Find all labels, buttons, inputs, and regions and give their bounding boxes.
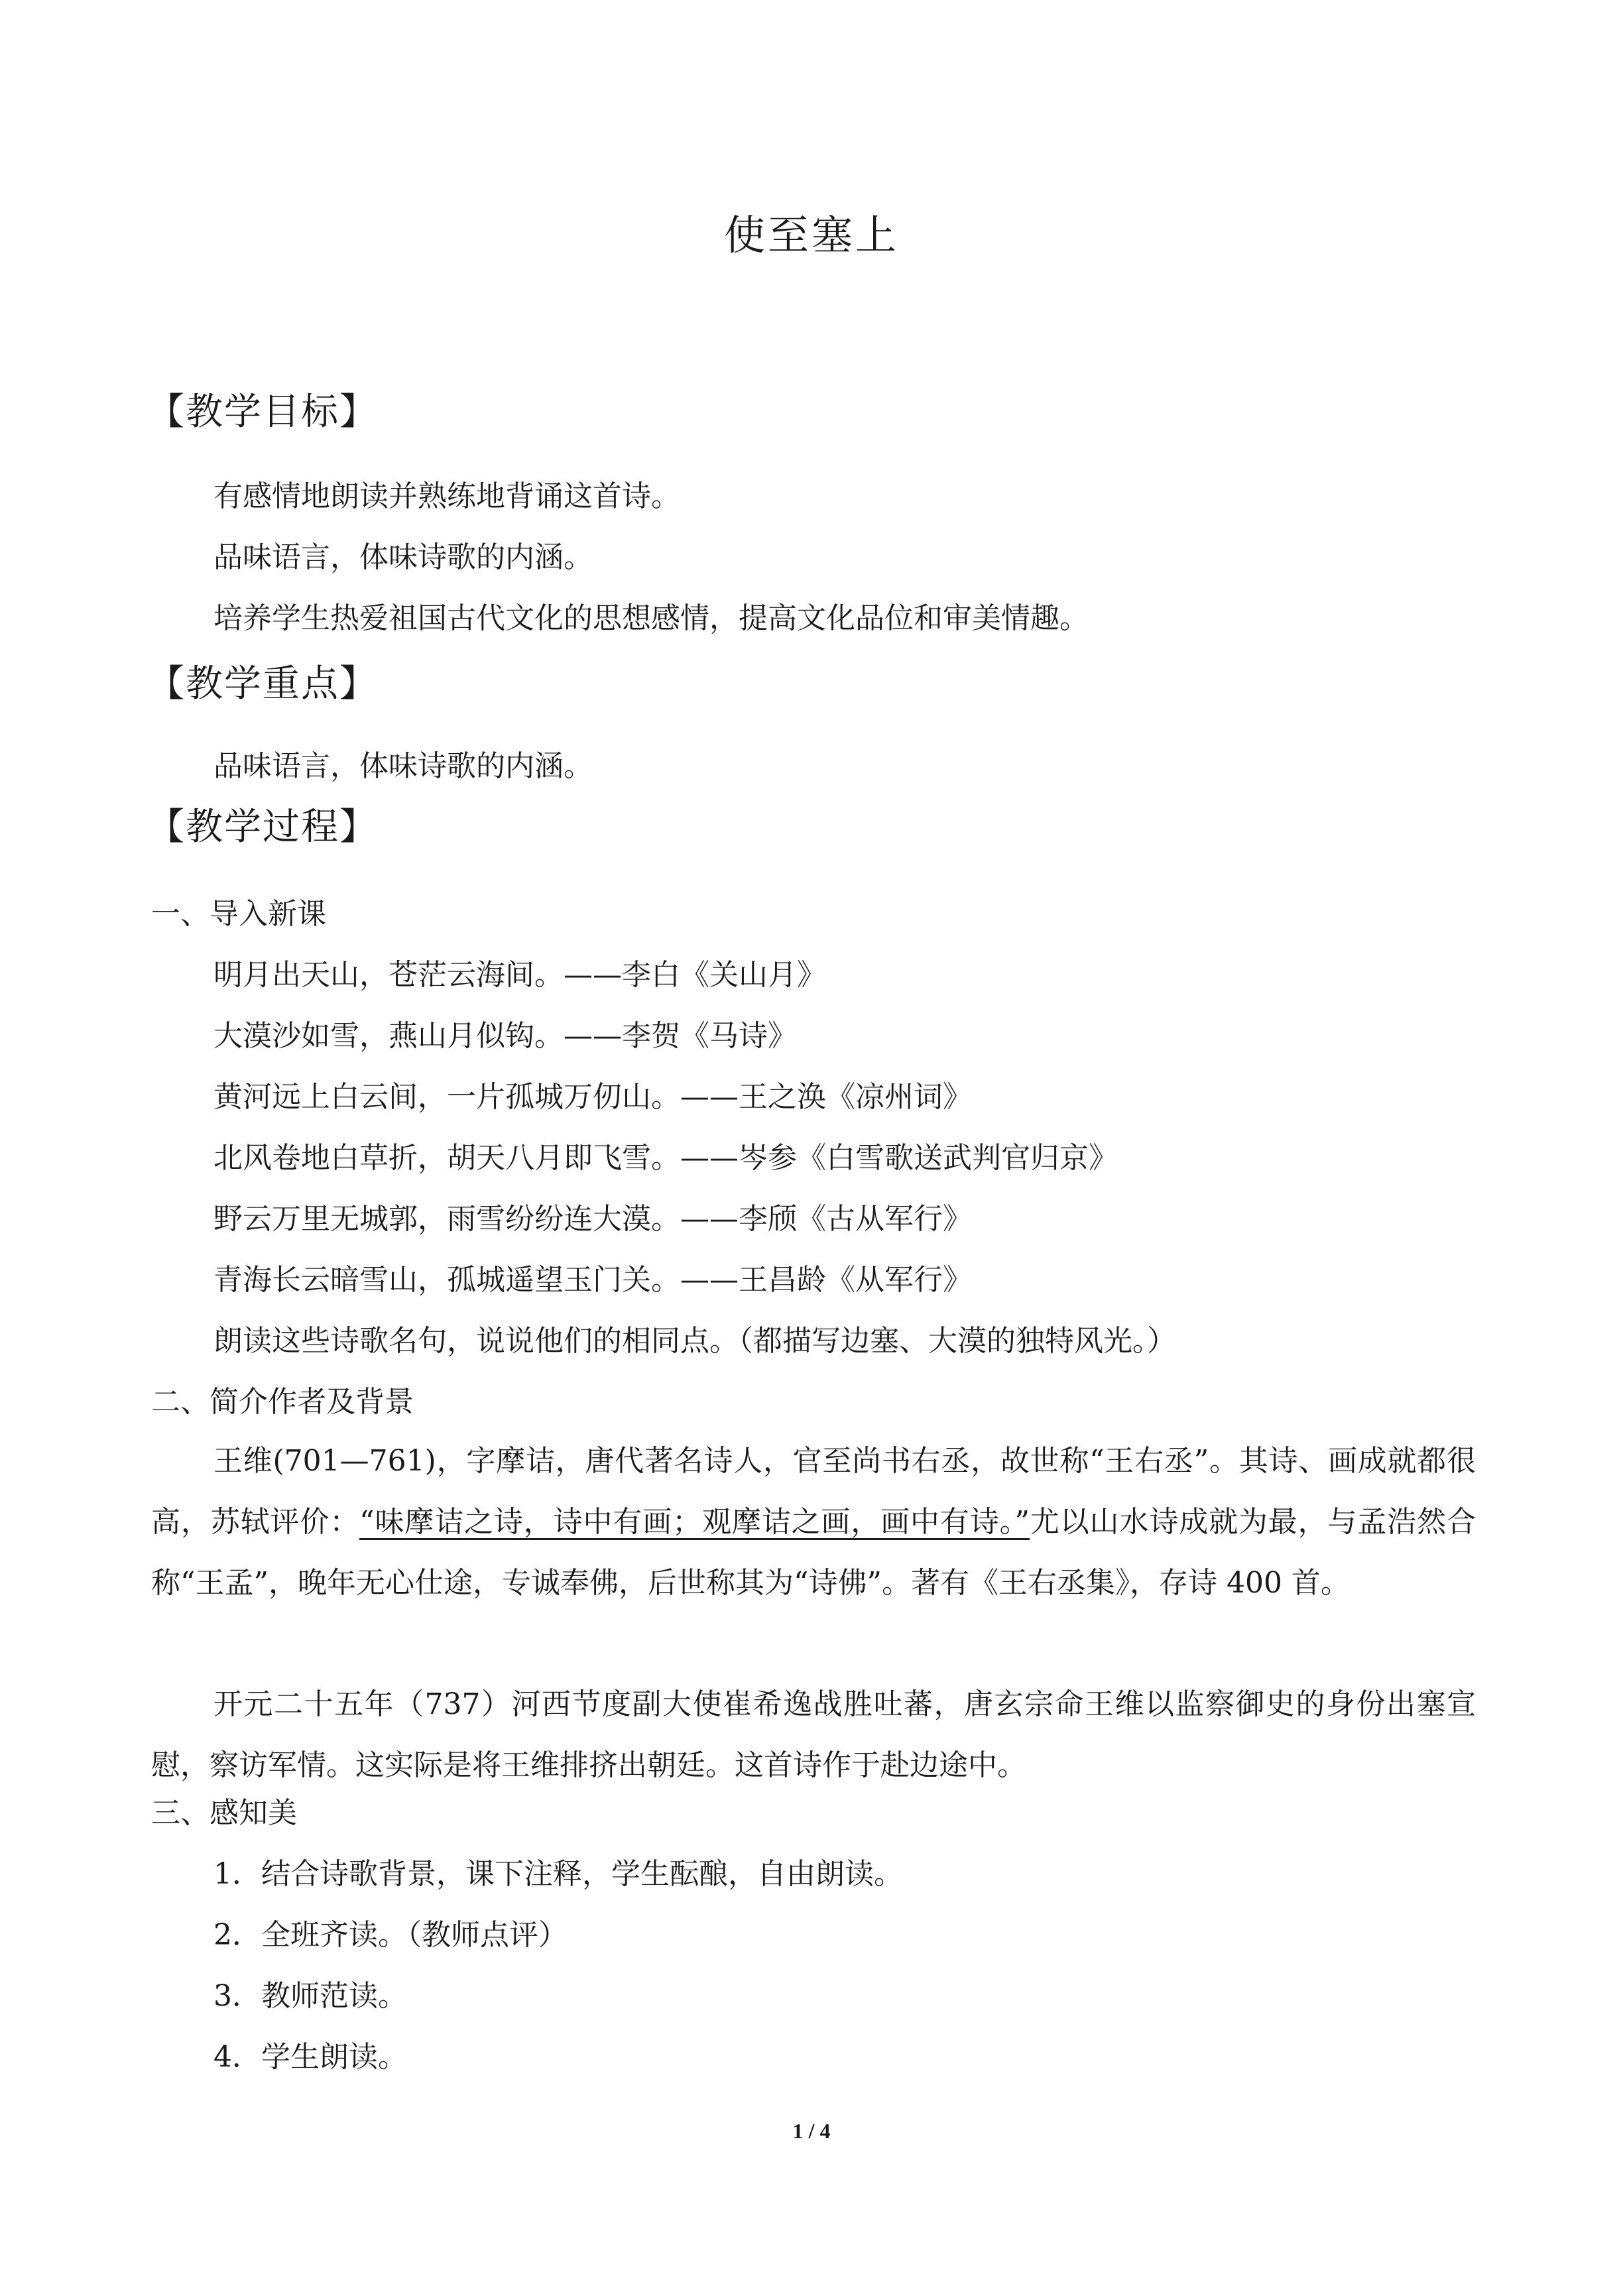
section-heading: 一、导入新课 [151,897,326,931]
focus-item: 品味语言，体味诗歌的内涵。 [213,749,593,783]
author-text-after: 尤以山水诗成就为最，与孟浩然合称“王孟”，晚年无心仕途，专诚奉佛，后世称其为“诗佛”。著有《王右丞集》，存诗 400 首。 [151,1505,1476,1600]
section-heading: 二、简介作者及背景 [151,1385,414,1419]
poem-line: 北风卷地白草折，胡天八月即飞雪。——岑参《白雪歌送武判官归京》 [213,1141,1118,1175]
step-item: 4．学生朗读。 [213,2040,407,2074]
author-paragraph [151,1431,1476,1614]
page-title: 使至塞上 [723,211,899,259]
su-shi-quote: “味摩诘之诗，诗中有画；观摩诘之画，画中有诗。” [359,1505,1030,1539]
question-line: 朗读这些诗歌名句，说说他们的相同点。（都描写边塞、大漠的独特风光。） [213,1324,1176,1358]
process-heading: 【教学过程】 [147,806,378,849]
poem-line: 明月出天山，苍茫云海间。——李白《关山月》 [213,958,826,992]
poem-line: 青海长云暗雪山，孤城遥望玉门关。——王昌龄《从军行》 [213,1263,972,1297]
focus-heading: 【教学重点】 [147,662,378,705]
step-item: 1．结合诗歌背景，课下注释，学生酝酿，自由朗读。 [213,1857,903,1891]
poem-line: 大漠沙如雪，燕山月似钩。——李贺《马诗》 [213,1019,797,1053]
background-paragraph: 开元二十五年（737）河西节度副大使崔希逸战胜吐蕃，唐玄宗命王维以监察御史的身份出塞宣慰，察访军情。这实际是将王维排挤出朝廷。这首诗作于赴边途中。 [151,1687,1476,1782]
poem-line: 黄河远上白云间，一片孤城万仞山。——王之涣《凉州词》 [213,1080,972,1114]
goal-item: 培养学生热爱祖国古代文化的思想感情，提高文化品位和审美情趣。 [213,601,1089,635]
step-item: 2．全班齐读。（教师点评） [213,1918,568,1952]
poem-line: 野云万里无城郭，雨雪纷纷连大漠。——李颀《古从军行》 [213,1202,972,1236]
section-heading: 三、感知美 [151,1796,297,1830]
goal-item: 有感情地朗读并熟练地背诵这首诗。 [213,479,680,513]
author-text-before: 王维(701—761)，字摩诘，唐代著名诗人，官至尚书右丞，故世称“王右丞”。其诗、画成就都很高，苏轼评价： [151,1444,1476,1539]
goal-item: 品味语言，体味诗歌的内涵。 [213,540,593,574]
goals-heading: 【教学目标】 [147,391,378,434]
step-item: 3．教师范读。 [213,1979,407,2013]
page-number: 1 / 4 [792,2119,831,2143]
